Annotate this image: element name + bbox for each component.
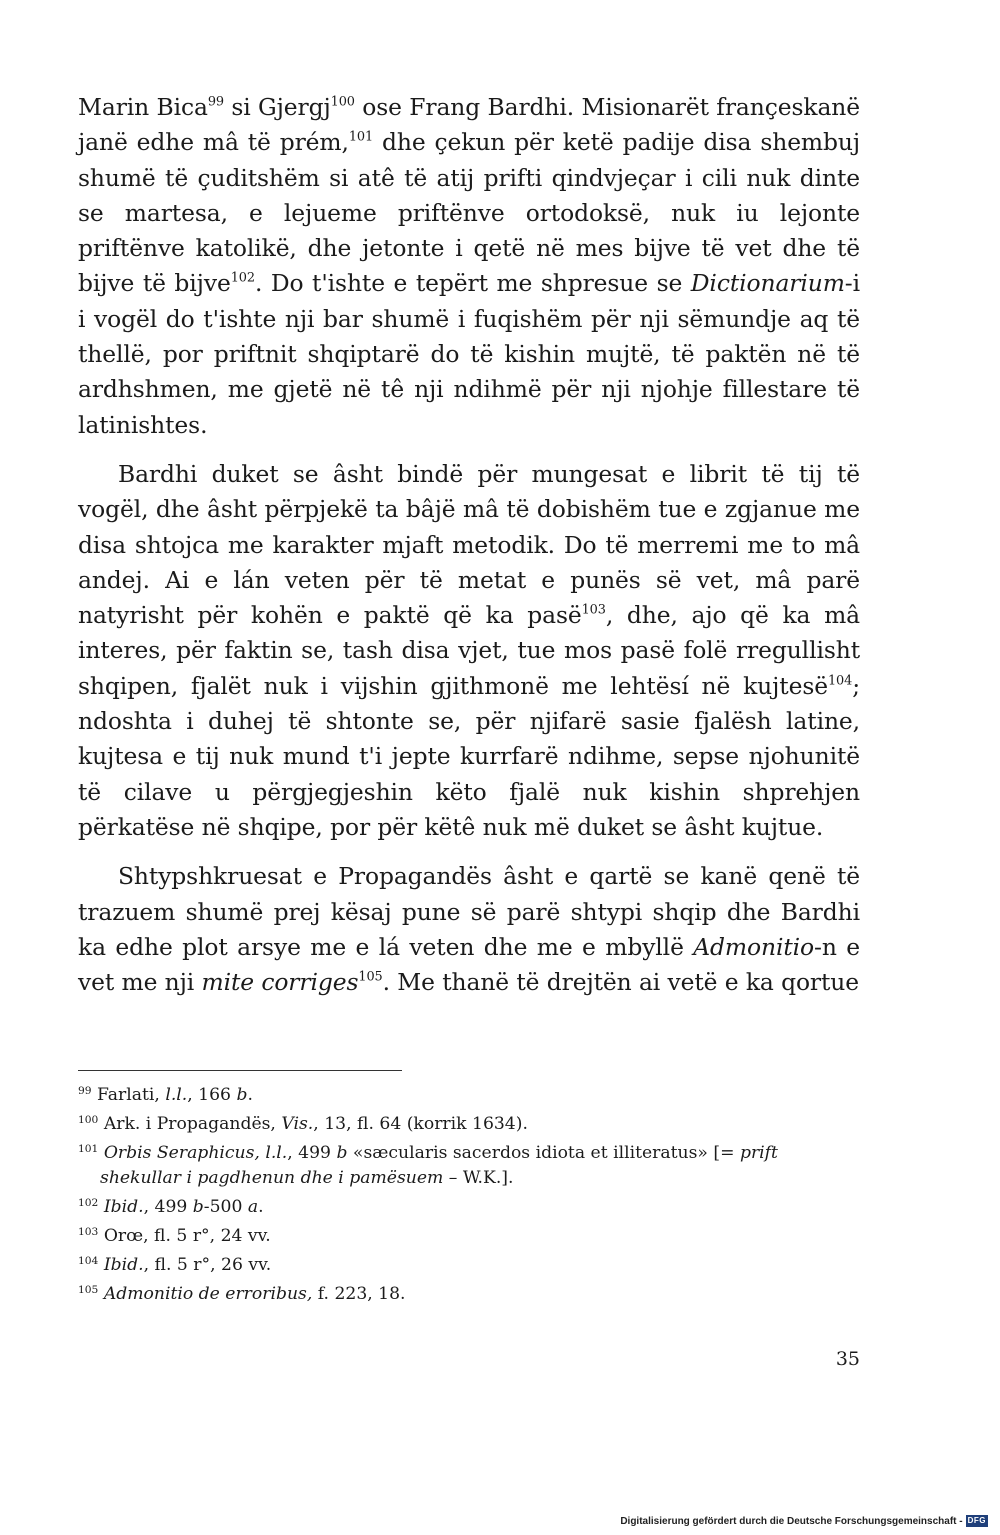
footnote-102	[78, 1195, 860, 1221]
footnotes	[78, 1083, 860, 1310]
paragraph-1-text: Marin Bica	[78, 93, 208, 121]
footnote-103	[78, 1224, 860, 1250]
paragraph-2-text: ; ndoshta i duhej të shtonte se, për njifarë sasie fjalësh latine, kujtesa e tij nuk mund t'i jepte kurrfarë ndihme, sepse njohunitë të cilave u përgjegjeshin këto fjalë nuk kishin shprehjen përkatëse në shqipe, por për këtê nuk më duket se âsht kujtue.	[78, 671, 860, 841]
paragraph-1-text: dhe çekun për ketë padije disa shembuj shumë të çuditshëm si atê të atij prifti qindvjeçar i cili nuk dinte se martesa, e lejueme priftënve ortodoksë, nuk iu lejonte priftënve katolikë, dhe jetonte i qetë në mes bijve të vet dhe të bijve të bijve	[78, 128, 861, 298]
footnote-100-italic: Vis.	[281, 1113, 314, 1134]
footnote-number: 102	[78, 1196, 99, 1210]
footnote-105-italic: Admonitio de erroribus,	[103, 1283, 313, 1304]
body-text	[78, 90, 860, 1014]
footnote-99-text: .	[247, 1085, 253, 1105]
paragraph-3-text: . Me thanë të drejtën ai vetë e ka qortue	[382, 968, 860, 997]
footnote-101-text: , 499	[287, 1142, 337, 1163]
footnote-100-text: , 13, fl. 64 (korrik 1634).	[313, 1113, 528, 1134]
paragraph-1-text: si Gjergj	[224, 93, 331, 121]
paragraph-3-text: Shtypshkruesat e Propagandës âsht e qartë se kanë qenë të trazuem shumë prej kësaj pune së parë shtypi shqip dhe Bardhi ka edhe plot arsye me e lá veten dhe me e mbyllë	[78, 862, 860, 961]
paragraph-3-text: -n e vet me nji	[78, 932, 860, 997]
paragraph-1-italic: Dictionarium	[690, 269, 845, 298]
footnote-number: 100	[78, 1112, 99, 1126]
footnote-102-italic: a	[247, 1197, 259, 1218]
footnote-102-text: , 499	[143, 1197, 193, 1218]
footnote-separator	[78, 1070, 402, 1071]
footnote-99-text: , 166	[187, 1085, 237, 1105]
footnote-ref-99: 99	[207, 94, 224, 110]
footnote-number: 104	[78, 1253, 99, 1267]
footnote-100	[78, 1112, 860, 1138]
footnote-100-text: Ark. i Propagandës,	[103, 1113, 282, 1134]
footnote-102-text: .	[258, 1197, 264, 1218]
paragraph-3-italic: Admonitio	[693, 932, 815, 961]
footnote-101-text: – W.K.].	[443, 1168, 514, 1189]
footnote-number: 99	[78, 1084, 92, 1098]
paragraph-2-text: Bardhi duket se âsht bindë për mungesat e librit të tij të vogël, dhe âsht përpjekë ta bâjë mâ të dobishëm tue e zgjanue me disa shtojca me karakter mjaft metodik. Do të merremi me to mâ andej. Ai e lán veten për të metat e punës së vet, mâ parë natyrisht për kohën e paktë që ka pasë	[78, 459, 860, 630]
footnote-104-italic: Ibid.	[103, 1254, 144, 1275]
footnote-ref-103: 103	[581, 602, 606, 618]
footnote-101-text: «sæcularis sacerdos idiota et illiteratus» [=	[347, 1142, 740, 1163]
footnote-99	[78, 1083, 860, 1109]
paragraph-1-text: ose Frang Bardhi. Misionarët françeskanë janë edhe mâ të prém,	[78, 93, 861, 157]
paragraph-1-text: -i i vogël do t'ishte nji bar shumë i fuqishëm për nji sëmundje aq të thellë, por priftnit shqiptarë do të kishin mujtë, të paktën në të ardhshmen, me gjetë në tê nji ndihmë për nji njohje fillestare të latinishtes.	[78, 269, 860, 439]
footnote-number: 101	[78, 1141, 99, 1155]
dfg-banner-text: Digitalisierung gefördert durch die Deutsche Forschungsgemeinschaft -	[620, 1515, 963, 1527]
footnote-102-italic: b	[192, 1197, 204, 1218]
footnote-ref-104: 104	[827, 673, 853, 689]
paragraph-3	[78, 859, 860, 1000]
footnote-101-italic: Orbis Seraphicus, l.l.	[103, 1142, 288, 1163]
footnote-ref-102: 102	[230, 270, 255, 286]
dfg-banner	[620, 1515, 988, 1527]
footnote-99-italic: b	[236, 1085, 248, 1105]
footnote-101-italic: b	[336, 1142, 348, 1163]
footnote-101	[78, 1141, 860, 1193]
footnote-99-italic: l.l.	[165, 1085, 188, 1105]
paragraph-1-text: . Do t'ishte e tepërt me shpresue se	[254, 269, 691, 298]
paragraph-1	[78, 90, 860, 443]
footnote-102-text: -500	[203, 1197, 248, 1218]
paragraph-2-text: , dhe, ajo që ka mâ interes, për faktin se, tash disa vjet, tue mos pasë folë rregullisht shqipen, fjalët nuk i vijshin gjithmonë me lehtësí në kujtesë	[78, 601, 860, 700]
footnote-104	[78, 1253, 860, 1279]
footnote-number: 105	[78, 1282, 99, 1296]
footnote-104-text: , fl. 5 r°, 26 vv.	[143, 1254, 272, 1275]
footnote-103-text: Orœ, fl. 5 r°, 24 vv.	[103, 1225, 271, 1246]
footnote-101-italic: prift shekullar i pagdhenun dhe i pamësuem	[100, 1142, 778, 1189]
footnote-99-text: Farlati,	[97, 1085, 166, 1105]
dfg-logo-icon: DFG	[967, 1516, 986, 1525]
footnote-ref-105: 105	[358, 969, 383, 985]
paragraph-3-italic: mite corriges	[201, 968, 359, 997]
footnote-102-italic: Ibid.	[103, 1197, 144, 1218]
footnote-105	[78, 1282, 860, 1308]
footnote-ref-100: 100	[330, 94, 355, 110]
page-number: 35	[835, 1348, 860, 1370]
footnote-number: 103	[78, 1225, 99, 1239]
paragraph-2	[78, 457, 860, 845]
footnote-ref-101: 101	[348, 129, 374, 145]
footnote-105-text: f. 223, 18.	[312, 1283, 406, 1304]
